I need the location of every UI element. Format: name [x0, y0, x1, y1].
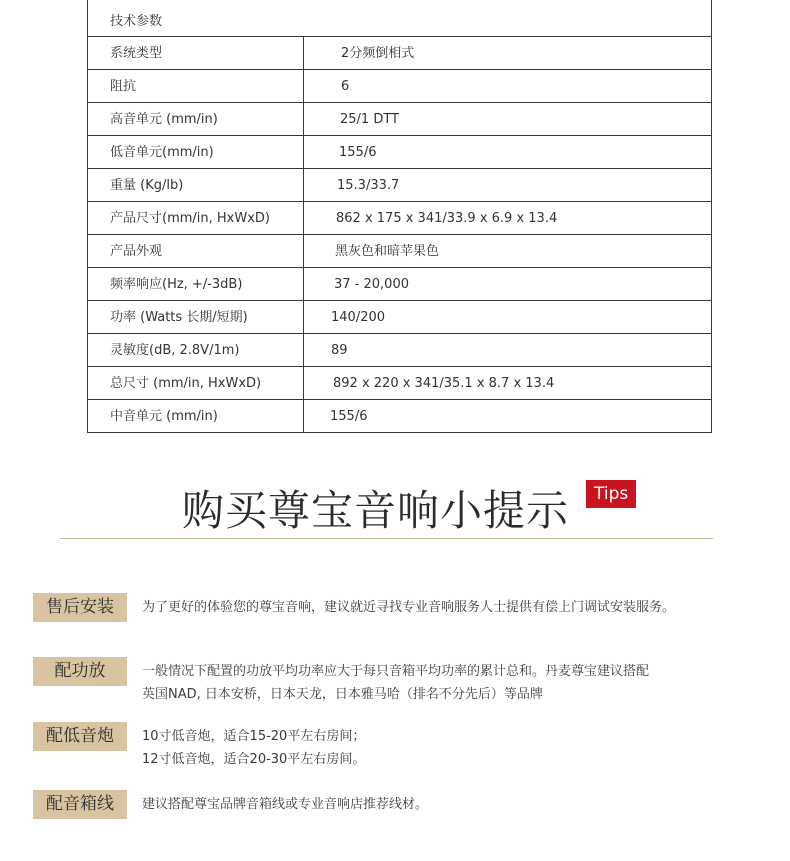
spec-row: [88, 70, 711, 103]
spec-row: [88, 202, 711, 235]
spec-key: 高音单元 (mm/in): [88, 103, 304, 135]
spec-table-title: 技术参数: [88, 0, 711, 37]
spec-value: 892 x 220 x 341/35.1 x 8.7 x 13.4: [333, 376, 555, 391]
spec-row: [88, 169, 711, 202]
heading-divider: [60, 538, 713, 539]
tip-text-line: 10寸低音炮，适合15-20平左右房间；: [142, 729, 366, 744]
spec-key: 总尺寸 (mm/in, HxWxD): [88, 367, 304, 399]
spec-row: [88, 268, 711, 301]
spec-row: [88, 136, 711, 169]
spec-row: [88, 400, 711, 432]
spec-key: 重量 (Kg/lb): [88, 169, 304, 201]
spec-key: 阻抗: [88, 70, 304, 102]
spec-key: 系统类型: [88, 37, 304, 69]
tip-text: [142, 725, 365, 771]
tip-text: [142, 660, 649, 706]
spec-value: 25/1 DTT: [340, 112, 399, 127]
tips-badge: Tips: [586, 480, 636, 508]
spec-row: [88, 367, 711, 400]
tip-label: 配音箱线: [33, 790, 127, 819]
spec-value: 140/200: [331, 310, 386, 325]
tip-text-line: 英国NAD, 日本安桥，日本天龙，日本雅马哈（排名不分先后）等品牌: [142, 687, 543, 702]
tip-text-line: 12寸低音炮，适合20-30平左右房间。: [142, 752, 366, 767]
tips-heading-title: 购买尊宝音响小提示: [182, 486, 570, 535]
tip-text-line: 建议搭配尊宝品牌音箱线或专业音响店推荐线材。: [142, 797, 429, 812]
spec-key: 功率 (Watts 长期/短期): [88, 301, 304, 333]
tip-text-line: 为了更好的体验您的尊宝音响，建议就近寻找专业音响服务人士提供有偿上门调试安装服务。: [142, 600, 676, 615]
spec-table: [87, 0, 712, 433]
spec-row: [88, 334, 711, 367]
tip-text: [142, 793, 428, 816]
spec-key: 产品尺寸(mm/in, HxWxD): [88, 202, 304, 234]
tip-label: 配低音炮: [33, 722, 127, 751]
tip-label: 售后安装: [33, 593, 127, 622]
spec-row: [88, 235, 711, 268]
spec-row: [88, 301, 711, 334]
spec-value: 15.3/33.7: [337, 178, 400, 193]
spec-value: 155/6: [339, 145, 377, 160]
tip-text: [142, 596, 675, 619]
spec-key: 灵敏度(dB, 2.8V/1m): [88, 334, 304, 366]
spec-value: 862 x 175 x 341/33.9 x 6.9 x 13.4: [336, 211, 558, 226]
spec-key: 中音单元 (mm/in): [88, 400, 304, 432]
spec-key: 频率响应(Hz, +/-3dB): [88, 268, 304, 300]
tip-label: 配功放: [33, 657, 127, 686]
spec-value: 89: [331, 343, 348, 358]
spec-value: 37 - 20,000: [334, 277, 409, 292]
spec-value: 2分频倒相式: [341, 46, 415, 61]
spec-key: 低音单元(mm/in): [88, 136, 304, 168]
spec-key: 产品外观: [88, 235, 304, 267]
spec-value: 6: [341, 79, 350, 94]
spec-row: [88, 103, 711, 136]
spec-row: [88, 37, 711, 70]
spec-value: 155/6: [330, 409, 368, 424]
spec-value: 黑灰色和暗苹果色: [335, 244, 440, 259]
tip-text-line: 一般情况下配置的功放平均功率应大于每只音箱平均功率的累计总和。丹麦尊宝建议搭配: [142, 664, 650, 679]
